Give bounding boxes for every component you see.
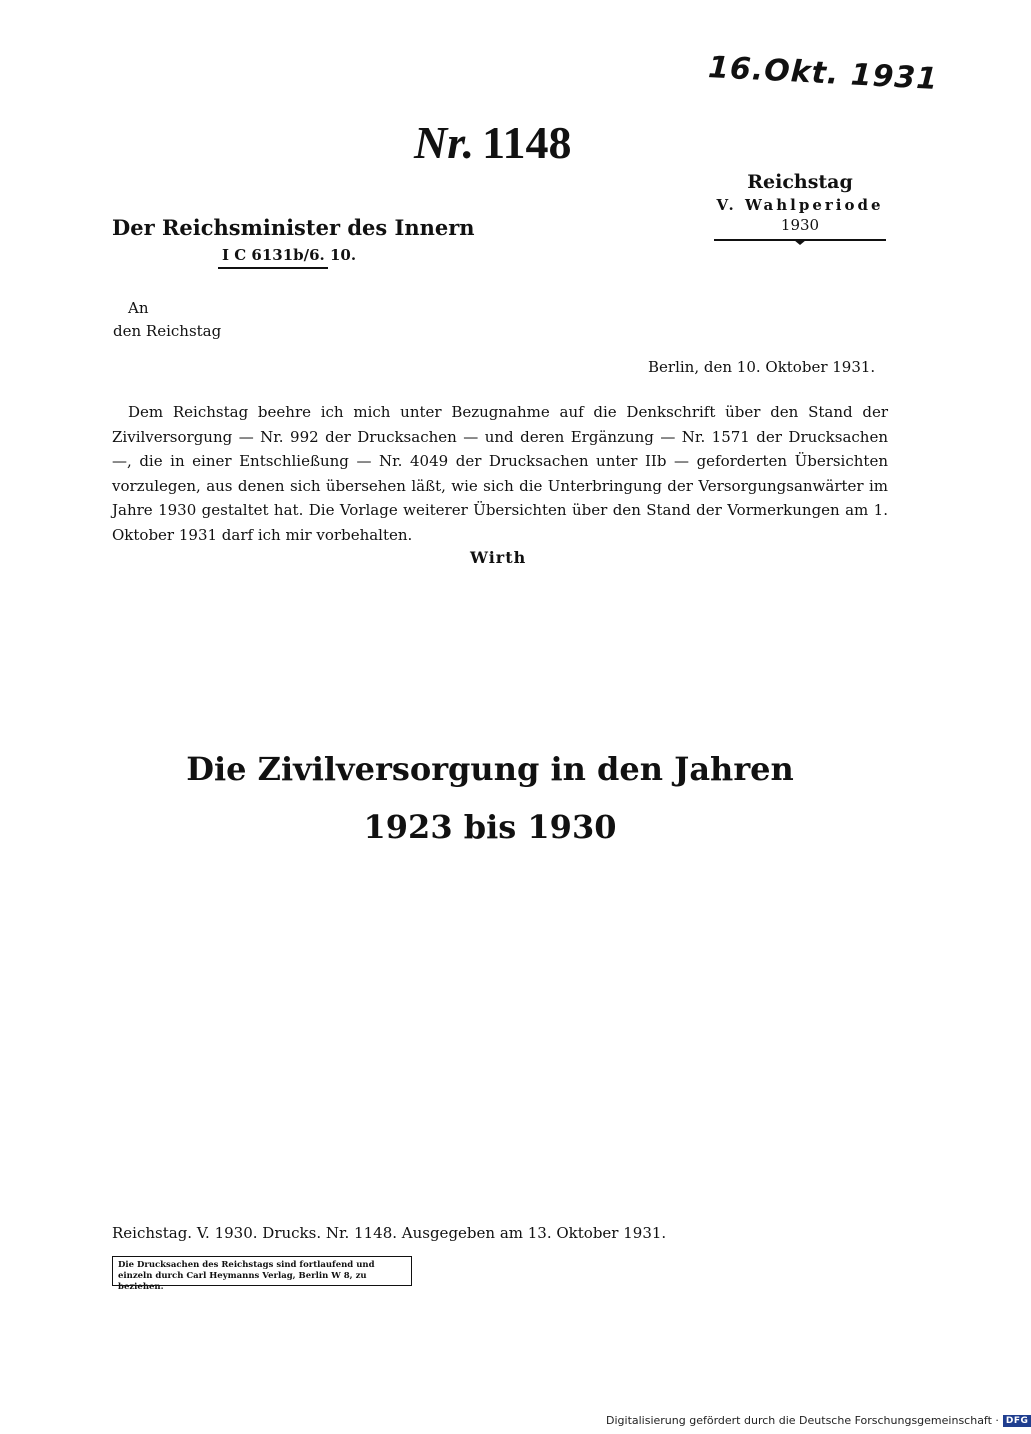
header-divider: [714, 239, 886, 241]
digitization-credit: [606, 1414, 1031, 1427]
addressee-line-2: den Reichstag: [113, 322, 222, 340]
dfg-logo: DFG: [1003, 1415, 1031, 1427]
document-number-prefix: Nr.: [414, 117, 475, 168]
signature: Wirth: [470, 548, 527, 567]
reichstag-year: 1930: [780, 216, 820, 234]
distribution-notice: Die Drucksachen des Reichstags sind fortlaufend und einzeln durch Carl Heymanns Verlag, Berlin W 8, zu beziehen.: [112, 1256, 412, 1286]
letter-body: Dem Reichstag beehre ich mich unter Bezugnahme auf die Denkschrift über den Stand der Zivilversorgung — Nr. 992 der Drucksachen — und deren Ergänzung — Nr. 1571 der Drucksachen —, die in einer Entschließung — Nr. 4049 der Drucksachen unter IIb — geforderten Übersichten vorzulegen, aus denen sich übersehen läßt, wie sich die Unterbringung der Versorgungsanwärter im Jahre 1930 gestaltet hat. Die Vorlage weiterer Übersichten über den Stand der Vormerkungen am 1. Oktober 1931 darf ich mir vorbehalten.: [112, 403, 888, 544]
heading-line-2: 1923 bis 1930: [363, 808, 617, 846]
received-date-stamp: 16.Okt. 1931: [707, 49, 940, 98]
reichstag-label: Reichstag: [747, 171, 853, 193]
document-number: [414, 116, 572, 169]
reference-underline: [218, 267, 328, 269]
date-line: Berlin, den 10. Oktober 1931.: [648, 358, 876, 376]
document-number-value: 1148: [482, 117, 572, 168]
sender: Der Reichsminister des Innern: [112, 215, 475, 240]
reichstag-header: [712, 170, 888, 241]
publication-footer: Reichstag. V. 1930. Drucks. Nr. 1148. Ausgegeben am 13. Oktober 1931.: [112, 1224, 667, 1242]
addressee-line-1: An: [128, 299, 149, 317]
heading-line-1: Die Zivilversorgung in den Jahren: [186, 750, 794, 788]
wahlperiode-label: V. Wahlperiode: [716, 196, 884, 214]
reference-number: I C 6131b/6. 10.: [222, 246, 357, 264]
document-heading: [0, 740, 990, 856]
digitization-credit-text: Digitalisierung gefördert durch die Deutsche Forschungsgemeinschaft ·: [606, 1414, 999, 1427]
